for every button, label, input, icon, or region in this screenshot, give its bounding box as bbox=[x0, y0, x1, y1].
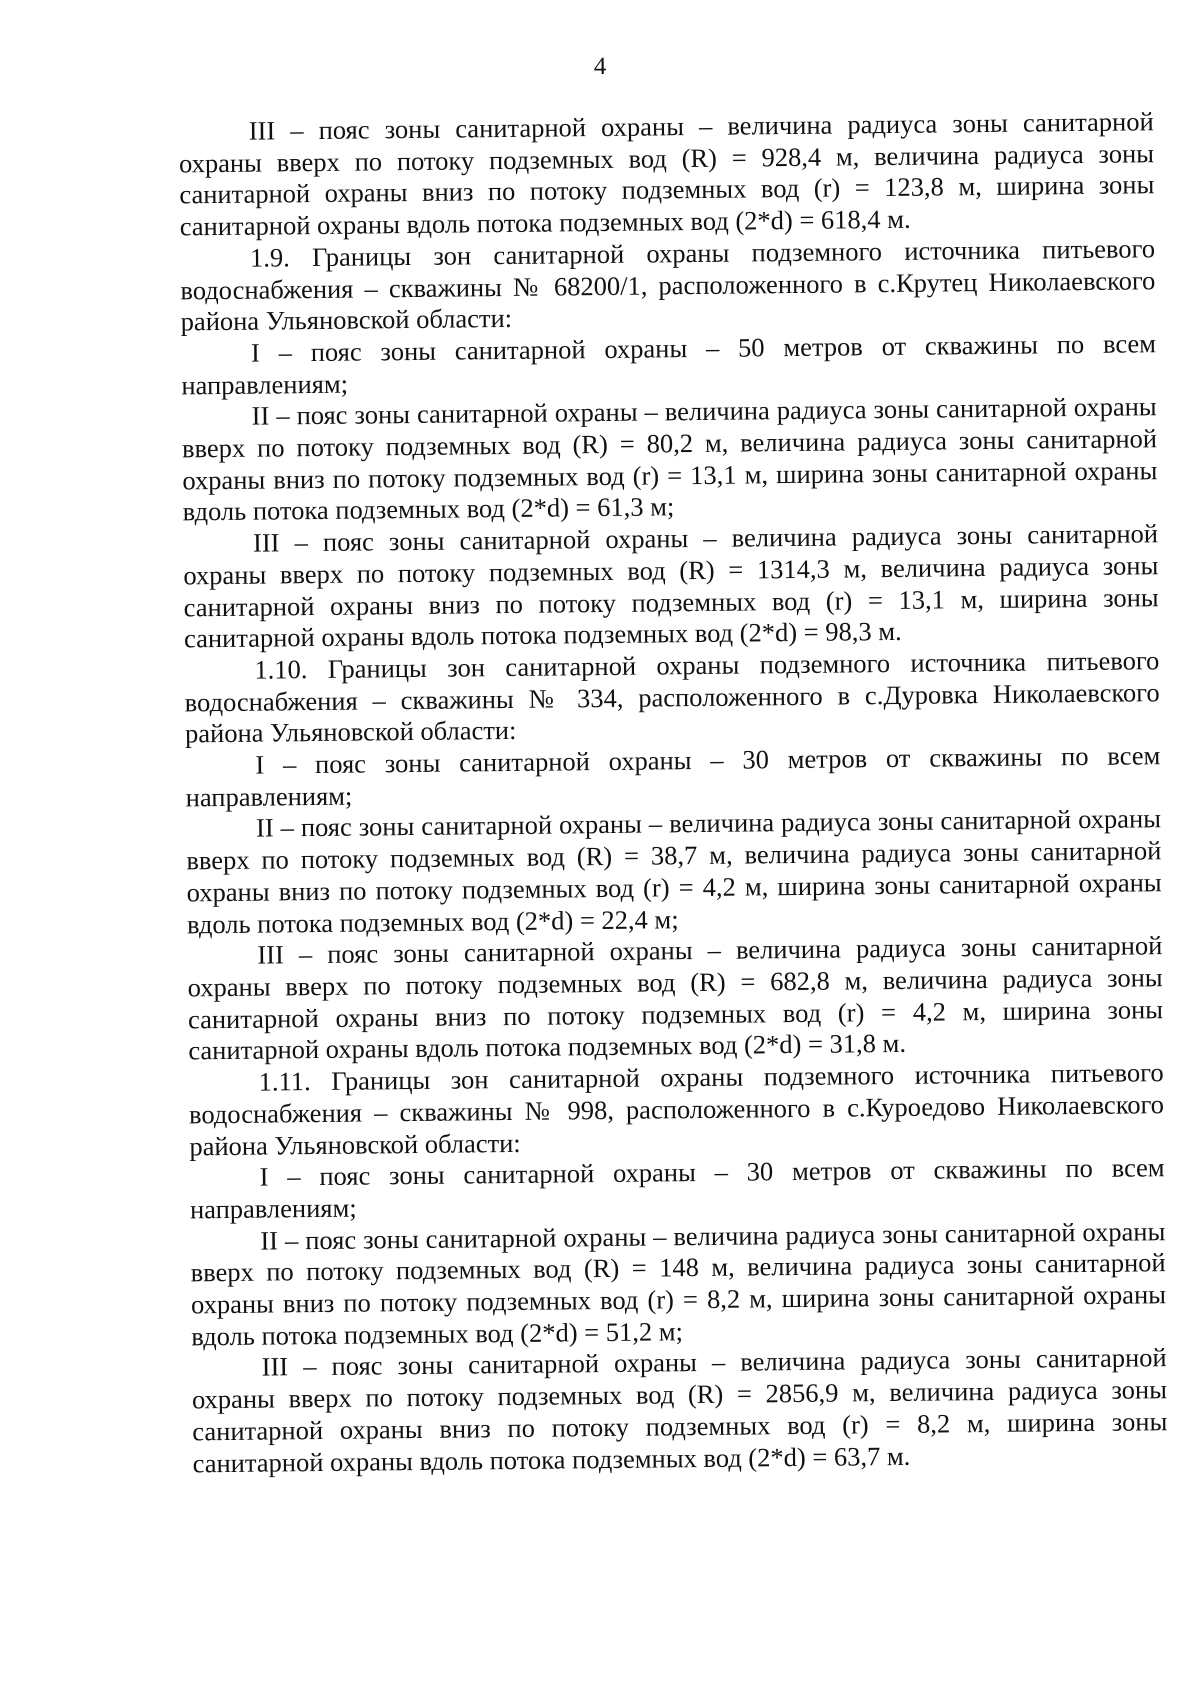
page-number: 4 bbox=[593, 52, 607, 81]
paragraph-section-1-11: 1.11. Границы зон санитарной охраны подземного источника питьевого водоснабжения – скважины № 998, расположенного в с.Куроедово Николаевского района Ульяновской области: bbox=[188, 1057, 1165, 1161]
paragraph-zone-ii: II – пояс зоны санитарной охраны – величина радиуса зоны санитарной охраны вверх по потоку подземных вод (R) = 80,2 м, величина радиуса зоны санитарной охраны вниз по потоку подземных вод (r) = 13,1 м, ширина зоны санитарной охраны вдоль потока подземных вод (2*d) = 61,3 м; bbox=[181, 391, 1158, 527]
paragraph-section-1-9: 1.9. Границы зон санитарной охраны подземного источника питьевого водоснабжения – скважины № 68200/1, расположенного в с.Крутец Николаевского района Ульяновской области: bbox=[180, 233, 1156, 337]
paragraph-zone-i: I – пояс зоны санитарной охраны – 50 метров от скважины по всем направлениям; bbox=[181, 328, 1157, 401]
paragraph-zone-iii: III – пояс зоны санитарной охраны – величина радиуса зоны санитарной охраны вверх по потоку подземных вод (R) = 1314,3 м, величина радиуса зоны санитарной охраны вниз по потоку подземных вод (r) = 13,1 м, ширина зоны санитарной охраны вдоль потока подземных вод (2*d) = 98,3 м. bbox=[183, 518, 1159, 654]
paragraph-zone-iii: III – пояс зоны санитарной охраны – величина радиуса зоны санитарной охраны вверх по потоку подземных вод (R) = 2856,9 м, величина радиуса зоны санитарной охраны вниз по потоку подземных вод (r) = 8,2 м, ширина зоны санитарной охраны вдоль потока подземных вод (2*d) = 63,7 м. bbox=[191, 1342, 1168, 1478]
paragraph-section-1-10: 1.10. Границы зон санитарной охраны подземного источника питьевого водоснабжения – скважины № 334, расположенного в с.Дуровка Николаевского района Ульяновской области: bbox=[184, 645, 1160, 749]
paragraph-zone-ii: II – пояс зоны санитарной охраны – величина радиуса зоны санитарной охраны вверх по потоку подземных вод (R) = 38,7 м, величина радиуса зоны санитарной охраны вниз по потоку подземных вод (r) = 4,2 м, ширина зоны санитарной охраны вдоль потока подземных вод (2*d) = 22,4 м; bbox=[186, 803, 1162, 939]
paragraph-zone-i: I – пояс зоны санитарной охраны – 30 метров от скважины по всем направлениям; bbox=[185, 740, 1161, 813]
paragraph-zone-i: I – пояс зоны санитарной охраны – 30 метров от скважины по всем направлениям; bbox=[189, 1152, 1165, 1225]
paragraph-zone-iii: III – пояс зоны санитарной охраны – величина радиуса зоны санитарной охраны вверх по потоку подземных вод (R) = 682,8 м, величина радиуса зоны санитарной охраны вниз по потоку подземных вод (r) = 4,2 м, ширина зоны санитарной охраны вдоль потока подземных вод (2*d) = 31,8 м. bbox=[187, 930, 1164, 1066]
paragraph-zone-ii: II – пояс зоны санитарной охраны – величина радиуса зоны санитарной охраны вверх по потоку подземных вод (R) = 148 м, величина радиуса зоны санитарной охраны вниз по потоку подземных вод (r) = 8,2 м, ширина зоны санитарной охраны вдоль потока подземных вод (2*d) = 51,2 м; bbox=[190, 1215, 1167, 1352]
document-body bbox=[179, 106, 1168, 1479]
paragraph-zone-iii: III – пояс зоны санитарной охраны – величина радиуса зоны санитарной охраны вверх по потоку подземных вод (R) = 928,4 м, величина радиуса зоны санитарной охраны вниз по потоку подземных вод (r) = 123,8 м, ширина зоны санитарной охраны вдоль потока подземных вод (2*d) = 618,4 м. bbox=[178, 106, 1155, 242]
